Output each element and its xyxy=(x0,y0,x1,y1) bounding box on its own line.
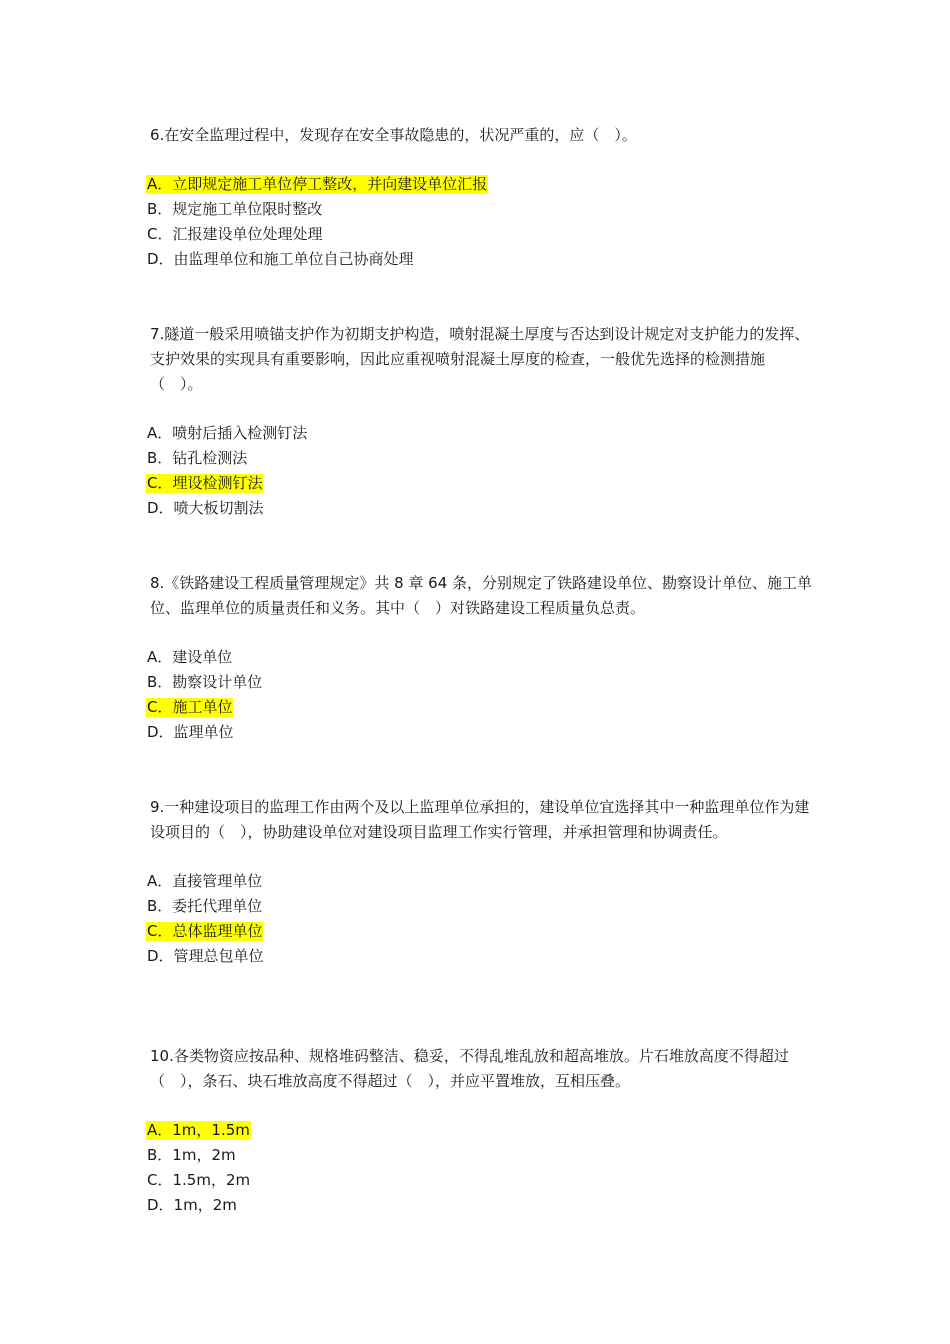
option-text: A．直接管理单位 xyxy=(147,872,263,890)
option-c xyxy=(146,471,816,496)
option-text: D．监理单位 xyxy=(147,723,234,741)
option-d xyxy=(146,944,816,969)
option-text: A．立即规定施工单位停工整改，并向建设单位汇报 xyxy=(147,175,488,193)
question-9 xyxy=(146,795,816,969)
option-text: A．1m，1.5m xyxy=(147,1121,250,1139)
option-d xyxy=(146,496,816,521)
option-c xyxy=(146,1168,816,1193)
option-a xyxy=(146,1118,816,1143)
question-7 xyxy=(146,322,816,521)
option-text: B．委托代理单位 xyxy=(147,897,263,915)
option-b xyxy=(146,197,816,222)
option-b xyxy=(146,670,816,695)
question-stem: 7.隧道一般采用喷锚支护作为初期支护构造，喷射混凝土厚度与否达到设计规定对支护能力的发挥、支护效果的实现具有重要影响，因此应重视喷射混凝土厚度的检查，一般优先选择的检测措施（ ）。 xyxy=(150,325,810,393)
option-d xyxy=(146,1193,816,1218)
option-text: B．规定施工单位限时整改 xyxy=(147,200,323,218)
option-text: D．管理总包单位 xyxy=(147,947,264,965)
question-8 xyxy=(146,571,816,745)
option-text: B．勘察设计单位 xyxy=(147,673,263,691)
option-text: C．埋设检测钉法 xyxy=(147,474,263,492)
option-text: A．喷射后插入检测钉法 xyxy=(147,424,308,442)
question-stem: 6.在安全监理过程中，发现存在安全事故隐患的，状况严重的，应（ ）。 xyxy=(150,126,637,144)
option-text: D．喷大板切割法 xyxy=(147,499,264,517)
question-stem: 9.一种建设项目的监理工作由两个及以上监理单位承担的，建设单位宜选择其中一种监理单位作为建设项目的（ ），协助建设单位对建设项目监理工作实行管理，并承担管理和协调责任。 xyxy=(150,798,810,841)
option-b xyxy=(146,446,816,471)
option-list xyxy=(146,645,816,745)
option-text: B．钻孔检测法 xyxy=(147,449,248,467)
option-b xyxy=(146,894,816,919)
question-6 xyxy=(146,123,816,272)
option-a xyxy=(146,645,816,670)
option-list xyxy=(146,172,816,272)
option-a xyxy=(146,869,816,894)
option-list xyxy=(146,421,816,521)
option-d xyxy=(146,247,816,272)
question-stem: 8.《铁路建设工程质量管理规定》共 8 章 64 条，分别规定了铁路建设单位、勘察设计单位、施工单位、监理单位的质量责任和义务。其中（ ）对铁路建设工程质量负总责。 xyxy=(150,574,813,617)
option-a xyxy=(146,421,816,446)
question-10 xyxy=(146,1044,816,1218)
option-c xyxy=(146,695,816,720)
option-text: C．施工单位 xyxy=(147,698,233,716)
option-d xyxy=(146,720,816,745)
option-text: C．总体监理单位 xyxy=(147,922,263,940)
option-text: D．由监理单位和施工单位自己协商处理 xyxy=(147,250,414,268)
option-text: C．1.5m，2m xyxy=(147,1171,251,1189)
option-text: B．1m，2m xyxy=(147,1146,236,1164)
option-text: D．1m，2m xyxy=(147,1196,237,1214)
option-text: C．汇报建设单位处理处理 xyxy=(147,225,323,243)
option-list xyxy=(146,1118,816,1218)
question-stem: 10.各类物资应按品种、规格堆码整洁、稳妥，不得乱堆乱放和超高堆放。片石堆放高度不得超过（ ），条石、块石堆放高度不得超过（ ），并应平置堆放，互相压叠。 xyxy=(150,1047,789,1090)
option-text: A．建设单位 xyxy=(147,648,233,666)
option-list xyxy=(146,869,816,969)
option-a xyxy=(146,172,816,197)
option-c xyxy=(146,919,816,944)
option-b xyxy=(146,1143,816,1168)
option-c xyxy=(146,222,816,247)
